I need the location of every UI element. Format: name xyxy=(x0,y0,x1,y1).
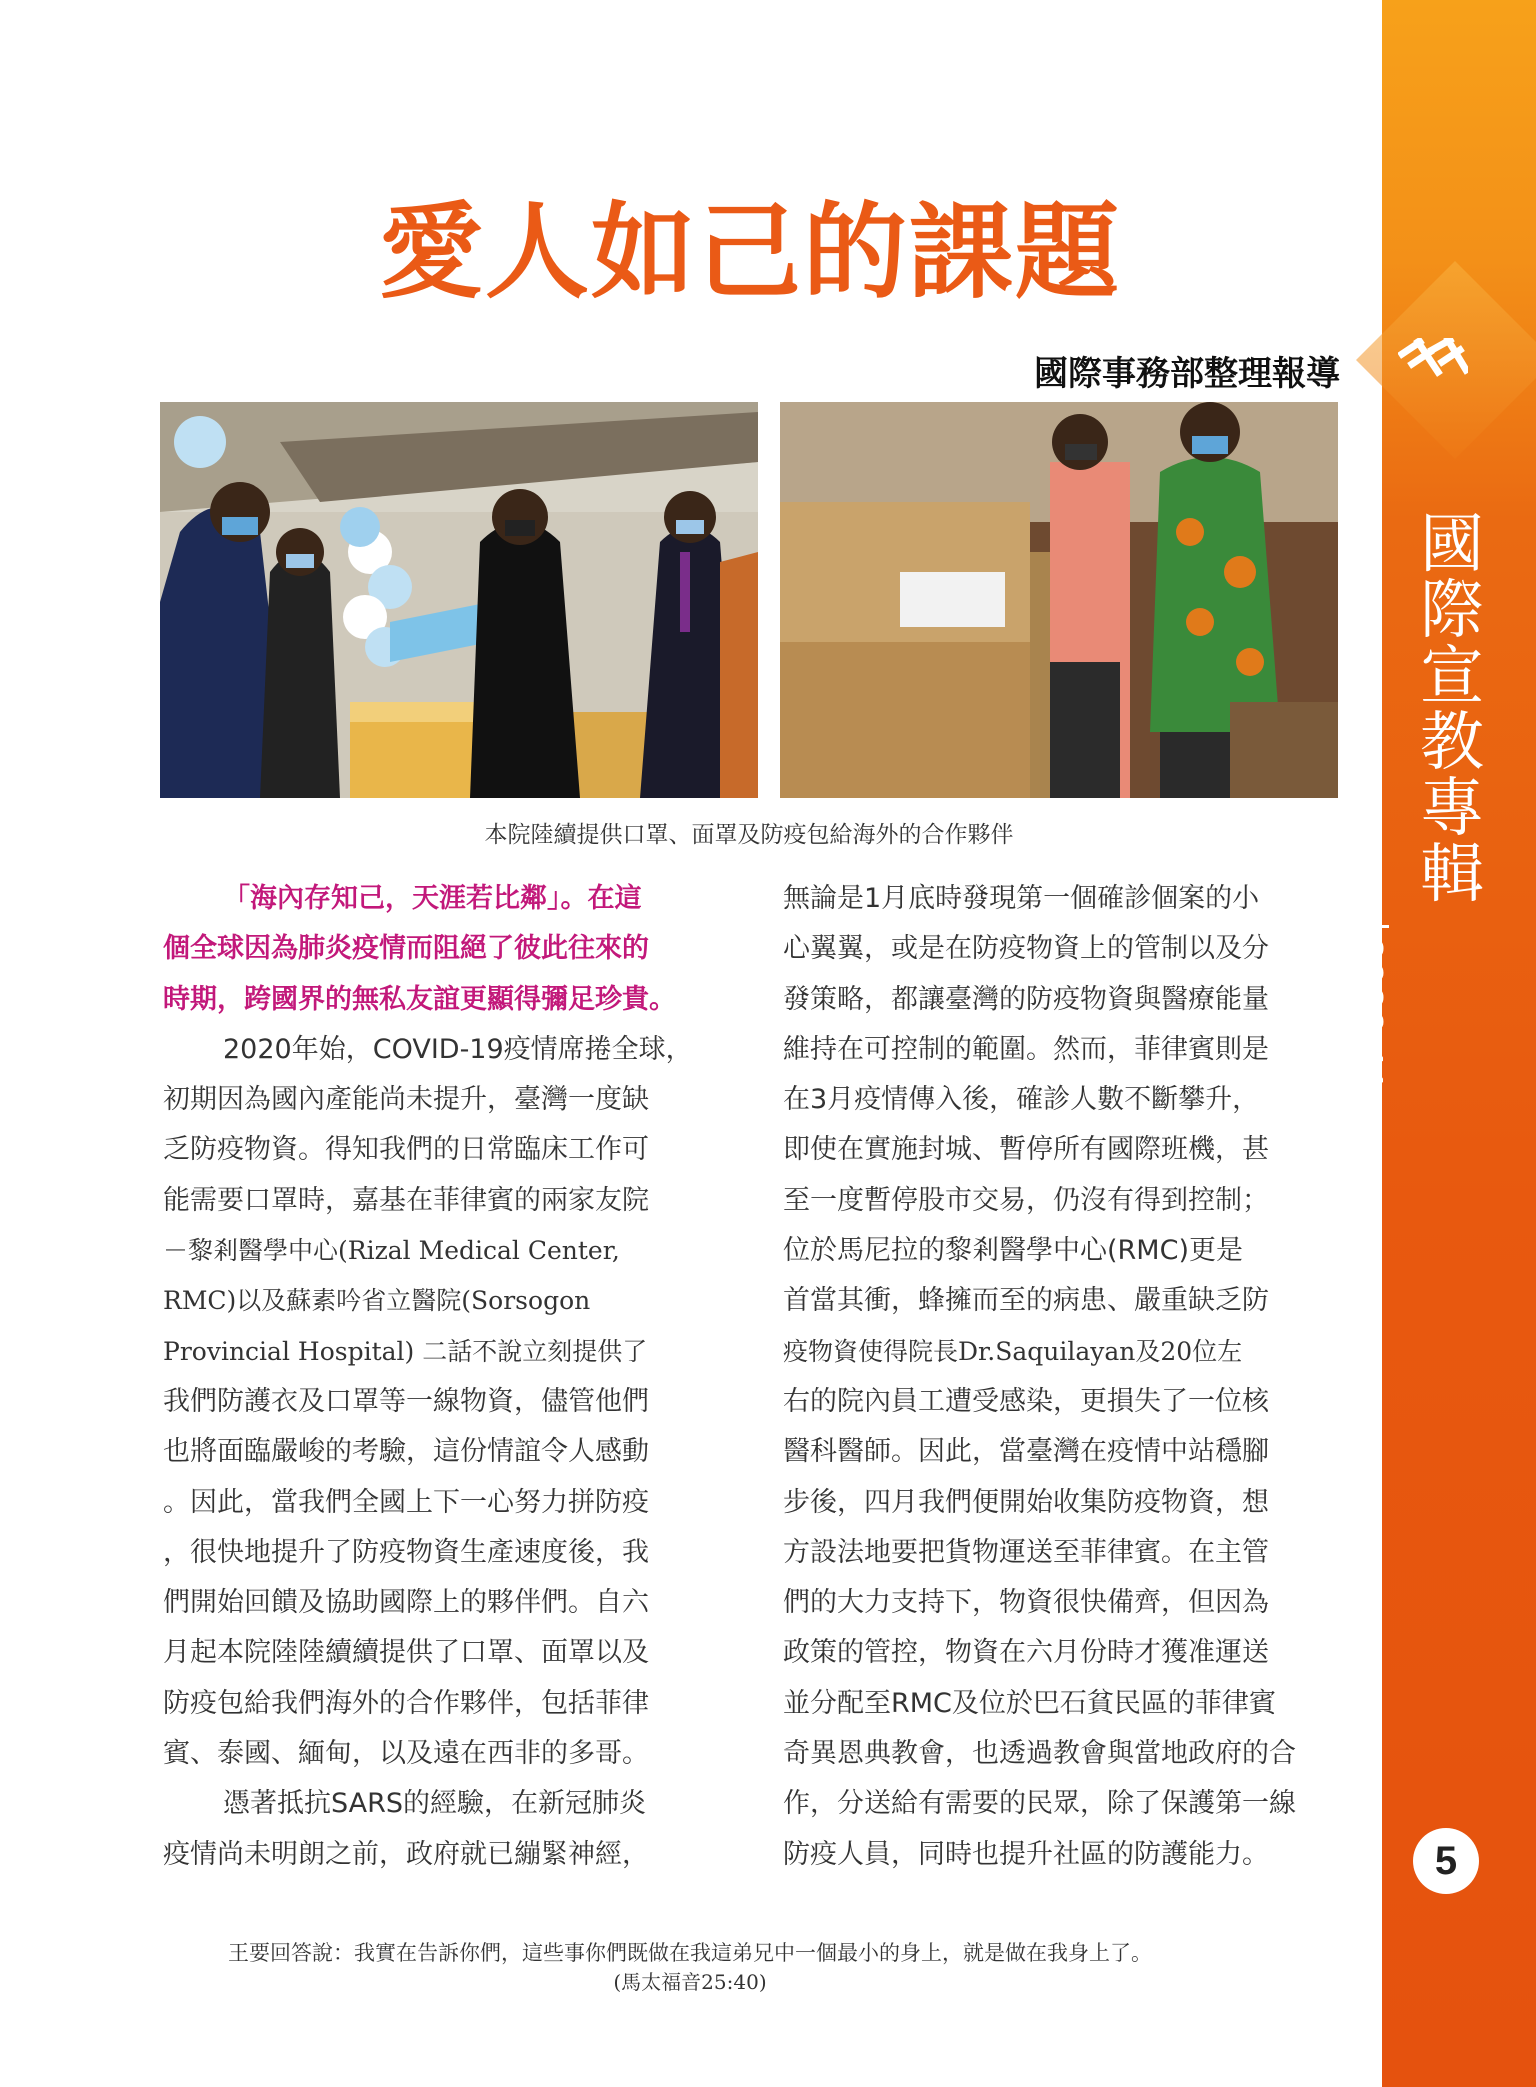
body-line: 也將面臨嚴峻的考驗，這份情誼令人感動 xyxy=(163,1436,649,1468)
body-line: 疫物資使得院長Dr.Saquilayan及20位左 xyxy=(783,1336,1243,1366)
body-line: 防疫包給我們海外的合作夥伴，包括菲律 xyxy=(163,1687,649,1719)
body-line: 心翼翼，或是在防疫物資上的管制以及分 xyxy=(783,933,1269,965)
body-line: 醫科醫師。因此，當臺灣在疫情中站穩腳 xyxy=(783,1436,1269,1468)
body-line: 。因此，當我們全國上下一心努力拼防疫 xyxy=(163,1486,649,1518)
body-column-left xyxy=(163,874,715,1880)
body-line: 至一度暫停股市交易，仍沒有得到控制； xyxy=(783,1184,1269,1216)
photo-caption: 本院陸續提供口罩、面罩及防疫包給海外的合作夥伴 xyxy=(484,822,1014,848)
body-line: RMC)以及蘇素吟省立醫院(Sorsogon xyxy=(163,1286,591,1316)
body-line: 步後，四月我們便開始收集防疫物資，想 xyxy=(783,1486,1269,1518)
body-line: 並分配至RMC及位於巴石貧民區的菲律賓 xyxy=(783,1687,1276,1719)
body-line: 右的院內員工遭受感染，更損失了一位核 xyxy=(783,1385,1269,1417)
body-line: 維持在可控制的範圍。然而，菲律賓則是 xyxy=(783,1033,1269,1065)
body-line: 初期因為國內產能尚未提升，臺灣一度缺 xyxy=(163,1084,649,1116)
section-title-vertical xyxy=(1412,508,1492,912)
body-line: 乏防疫物資。得知我們的日常臨床工作可 xyxy=(163,1134,649,1166)
body-line: 無論是1月底時發現第一個確診個案的小 xyxy=(783,883,1260,914)
issue-info-vertical xyxy=(1318,925,1392,1288)
lead-line: 時期，跨國界的無私友誼更顯得彌足珍貴。 xyxy=(163,983,676,1015)
section-title-char: 宣 xyxy=(1420,640,1484,714)
article-title: 愛人如己的課題 xyxy=(378,190,1121,313)
body-line: 首當其衝，蜂擁而至的病患、嚴重缺乏防 xyxy=(783,1285,1269,1317)
body-line: 發策略，都讓臺灣的防疫物資與醫療能量 xyxy=(783,983,1269,1015)
body-line: Provincial Hospital) 二話不說立刻提供了 xyxy=(163,1336,648,1366)
body-line: 在3月疫情傳入後，確診人數不斷攀升， xyxy=(783,1084,1260,1116)
photo-supply-boxes xyxy=(780,402,1338,798)
body-line: －黎剎醫學中心(Rizal Medical Center, xyxy=(163,1236,620,1266)
body-line: 政策的管控，物資在六月份時才獲准運送 xyxy=(783,1637,1269,1669)
footer-reference: (馬太福音25:40) xyxy=(613,1970,767,1994)
body-line: 作，分送給有需要的民眾，除了保護第一線 xyxy=(783,1788,1296,1820)
lead-line: 個全球因為肺炎疫情而阻絕了彼此往來的 xyxy=(163,933,649,965)
body-line: 能需要口罩時，嘉基在菲律賓的兩家友院 xyxy=(163,1184,649,1216)
body-line: 即使在實施封城、暫停所有國際班機，甚 xyxy=(783,1134,1269,1166)
hospital-name: CHIAYI CHRISTIAN HOSPITAL xyxy=(1318,931,1346,1288)
body-line: 位於馬尼拉的黎剎醫學中心(RMC)更是 xyxy=(783,1235,1243,1267)
body-line: 賓、泰國、緬甸，以及遠在西非的多哥。 xyxy=(163,1738,649,1770)
body-line: 2020年始，COVID-19疫情席捲全球， xyxy=(223,1033,693,1065)
body-line: 防疫人員，同時也提升社區的防護能力。 xyxy=(783,1838,1269,1870)
section-title-char: 專 xyxy=(1420,772,1484,846)
footer-verse: 王要回答說：我實在告訴你們，這些事你們既做在我這弟兄中一個最小的身上，就是做在我身上了。 xyxy=(228,1941,1152,1965)
section-title-char: 國 xyxy=(1420,508,1484,582)
issue-date: 2020.11 xyxy=(1343,936,1392,1092)
photo-donation-handover xyxy=(160,402,758,798)
section-title-char: 教 xyxy=(1420,706,1484,780)
body-line: 疫情尚未明朗之前，政府就已繃緊神經， xyxy=(163,1838,649,1870)
section-title-char: 際 xyxy=(1420,574,1484,648)
divider-bar xyxy=(1345,925,1389,928)
body-line: 憑著抵抗SARS的經驗，在新冠肺炎 xyxy=(223,1788,647,1820)
body-line: 我們防護衣及口罩等一線物資，儘管他們 xyxy=(163,1385,649,1417)
body-line: 們開始回饋及協助國際上的夥伴們。自六 xyxy=(163,1587,649,1619)
body-line: 月起本院陸陸續續提供了口罩、面罩以及 xyxy=(163,1637,649,1669)
body-line: 奇異恩典教會，也透過教會與當地政府的合 xyxy=(783,1738,1296,1770)
section-title-char: 輯 xyxy=(1420,838,1484,912)
body-line: ，很快地提升了防疫物資生產速度後，我 xyxy=(163,1536,649,1568)
lead-line: 「海內存知己，天涯若比鄰」。在這 xyxy=(223,883,642,914)
article-byline: 國際事務部整理報導 xyxy=(1034,354,1340,394)
body-line: 們的大力支持下，物資很快備齊，但因為 xyxy=(783,1587,1269,1619)
body-column-right xyxy=(783,874,1335,1880)
page-number: 5 xyxy=(1413,1828,1479,1894)
hospital-logo-icon xyxy=(1398,338,1468,392)
body-line: 方設法地要把貨物運送至菲律賓。在主管 xyxy=(783,1536,1269,1568)
